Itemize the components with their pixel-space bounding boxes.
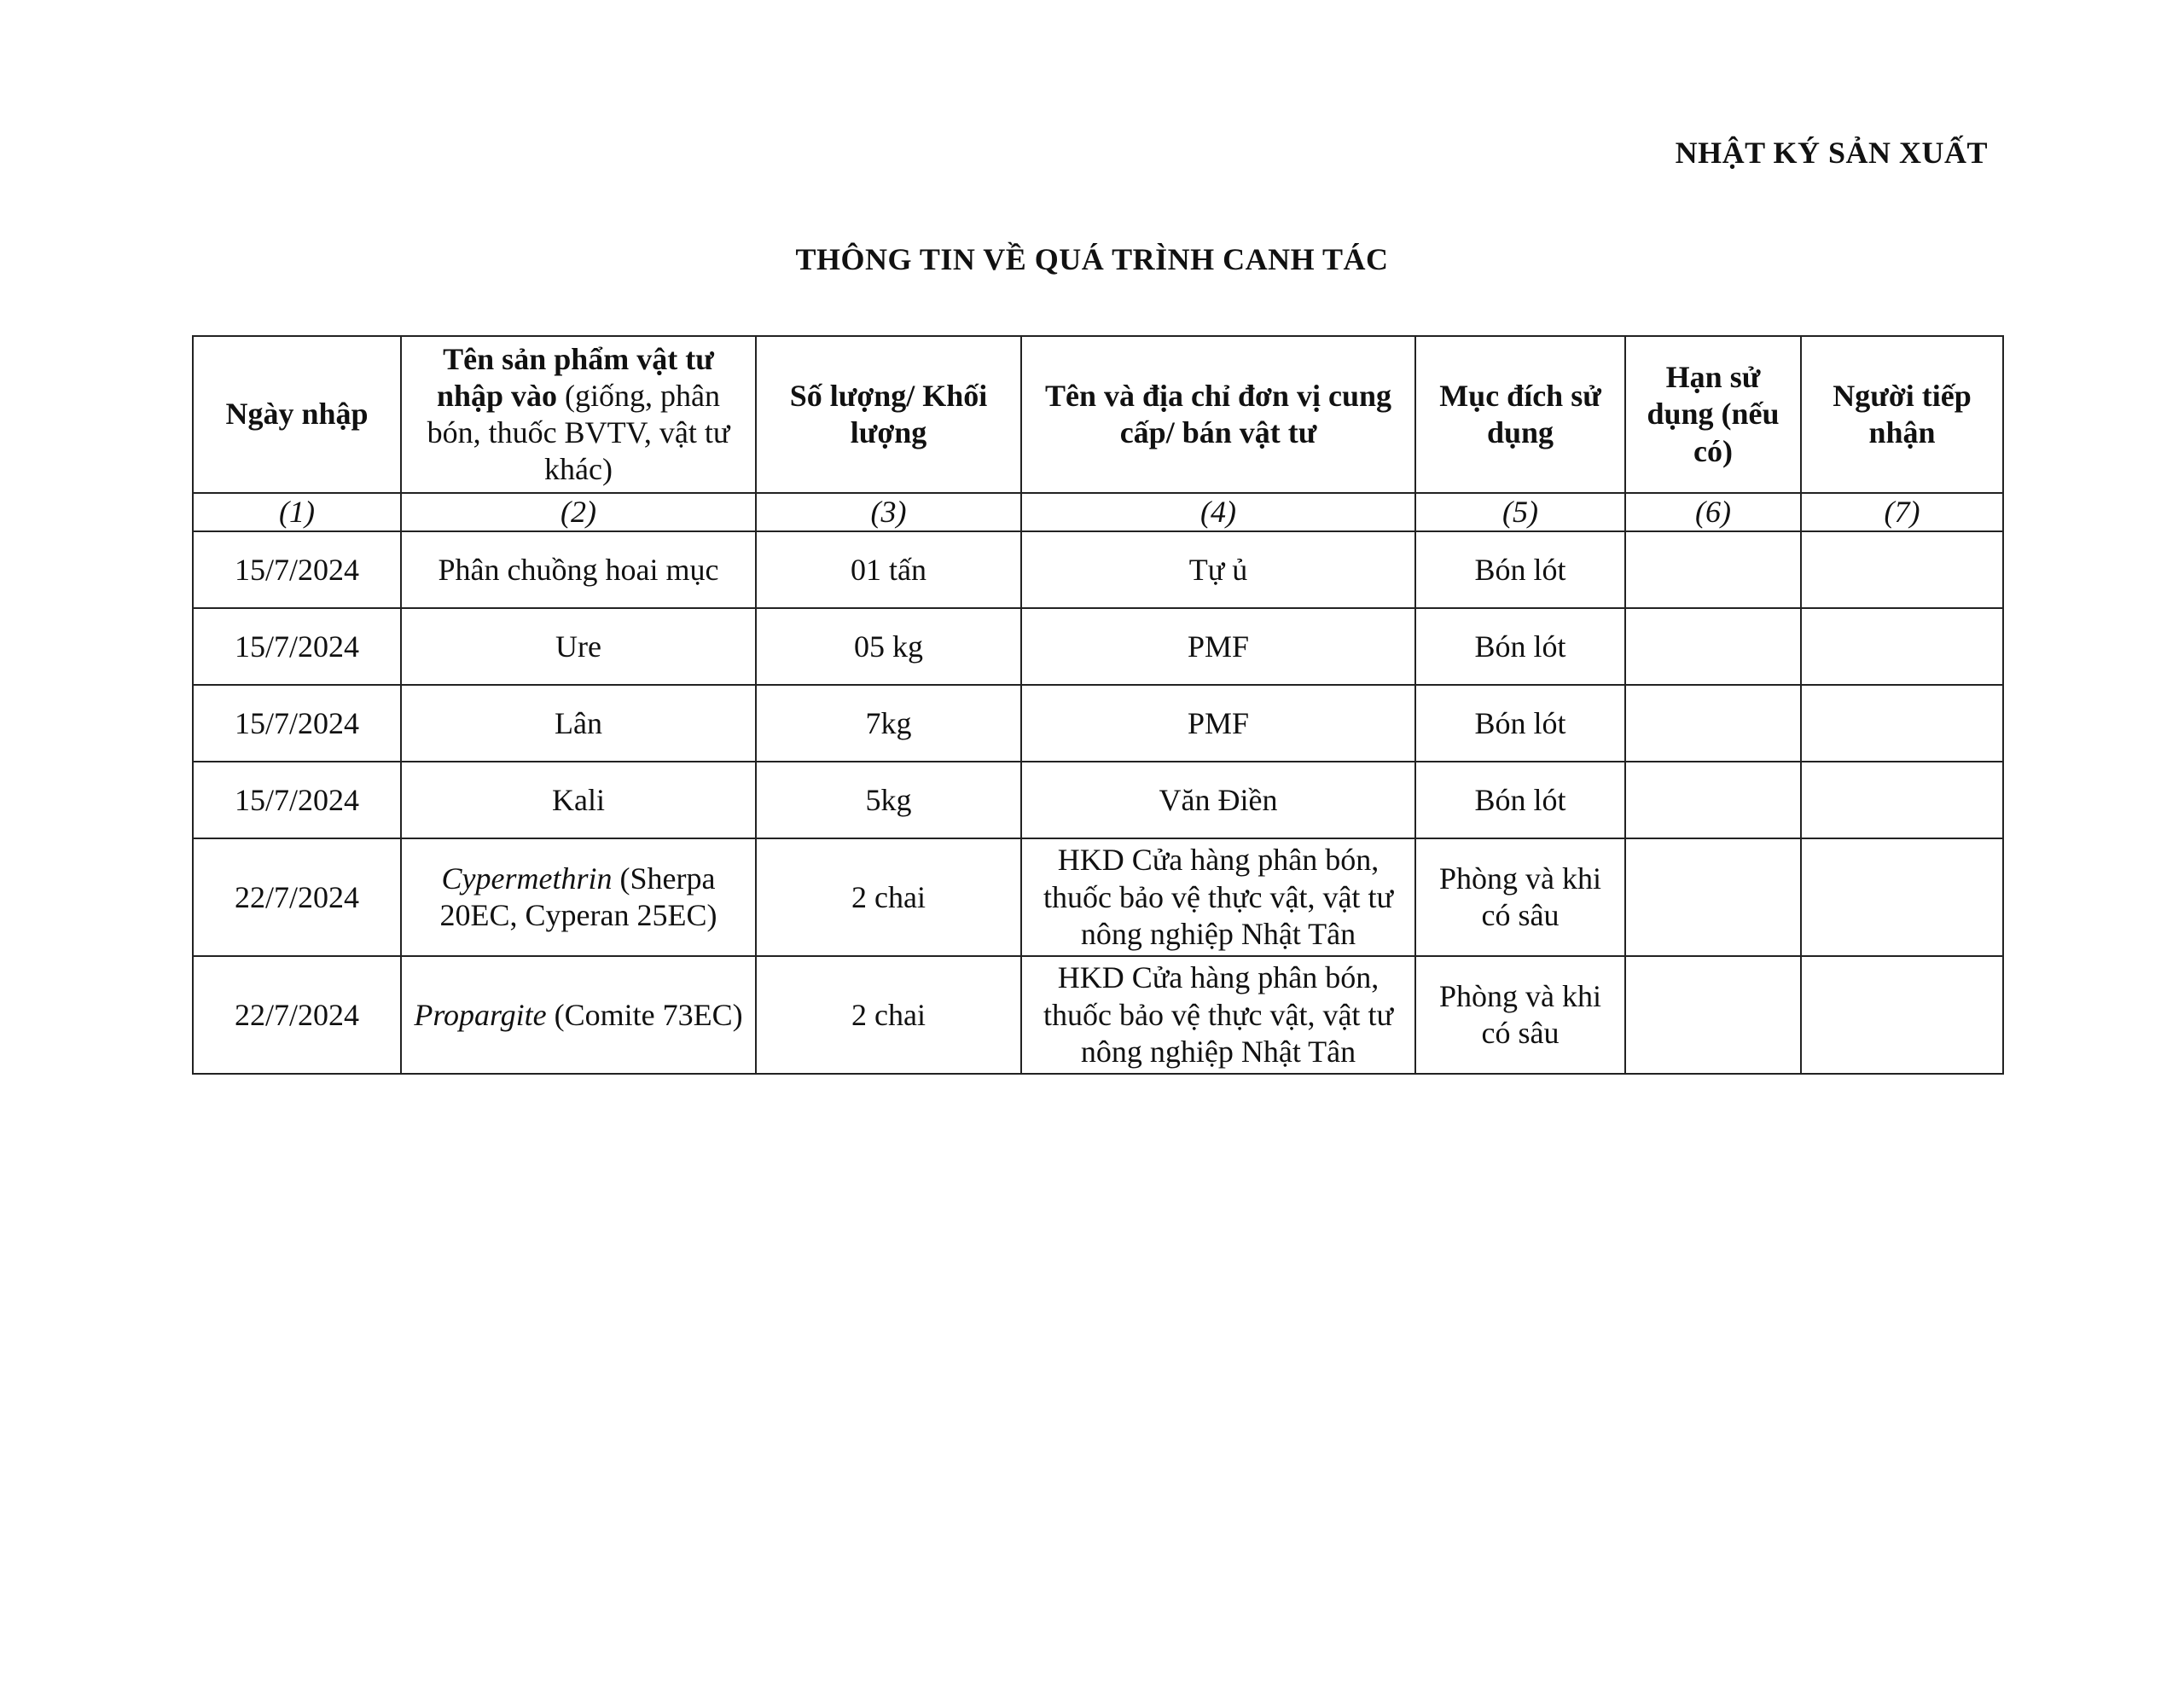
col-header-product: Tên sản phẩm vật tư nhập vào (giống, phân bón, thuốc BVTV, vật tư khác) xyxy=(401,336,756,493)
cell-receiver xyxy=(1801,531,2003,608)
col-header-purpose: Mục đích sử dụng xyxy=(1415,336,1625,493)
cell-product: Cypermethrin (Sherpa 20EC, Cyperan 25EC) xyxy=(401,838,756,956)
cell-supplier: HKD Cửa hàng phân bón, thuốc bảo vệ thực vật, vật tư nông nghiệp Nhật Tân xyxy=(1021,838,1415,956)
cell-supplier: Văn Điền xyxy=(1021,762,1415,838)
cell-expiry xyxy=(1625,956,1801,1074)
cell-purpose: Bón lót xyxy=(1415,685,1625,762)
cell-date: 15/7/2024 xyxy=(193,685,401,762)
column-number: (4) xyxy=(1021,493,1415,531)
cell-purpose: Bón lót xyxy=(1415,531,1625,608)
cell-expiry xyxy=(1625,685,1801,762)
cell-receiver xyxy=(1801,685,2003,762)
cell-expiry xyxy=(1625,531,1801,608)
cell-purpose: Bón lót xyxy=(1415,608,1625,685)
cell-expiry xyxy=(1625,608,1801,685)
table-row xyxy=(193,956,2003,1074)
table-row xyxy=(193,531,2003,608)
column-number: (1) xyxy=(193,493,401,531)
column-number: (3) xyxy=(756,493,1021,531)
cell-expiry xyxy=(1625,838,1801,956)
cell-product: Ure xyxy=(401,608,756,685)
cell-supplier: PMF xyxy=(1021,685,1415,762)
cell-purpose: Phòng và khi có sâu xyxy=(1415,838,1625,956)
cell-supplier: PMF xyxy=(1021,608,1415,685)
column-number: (5) xyxy=(1415,493,1625,531)
cell-quantity: 5kg xyxy=(756,762,1021,838)
table-row xyxy=(193,685,2003,762)
col-header-receiver: Người tiếp nhận xyxy=(1801,336,2003,493)
cell-purpose: Bón lót xyxy=(1415,762,1625,838)
column-number: (6) xyxy=(1625,493,1801,531)
header-row xyxy=(193,336,2003,493)
cell-date: 15/7/2024 xyxy=(193,762,401,838)
cell-quantity: 01 tấn xyxy=(756,531,1021,608)
cell-product: Phân chuồng hoai mục xyxy=(401,531,756,608)
cell-quantity: 2 chai xyxy=(756,838,1021,956)
cell-date: 22/7/2024 xyxy=(193,956,401,1074)
cell-supplier: HKD Cửa hàng phân bón, thuốc bảo vệ thực vật, vật tư nông nghiệp Nhật Tân xyxy=(1021,956,1415,1074)
document-header: NHẬT KÝ SẢN XUẤT xyxy=(1675,136,1988,170)
production-log-table xyxy=(192,335,2004,1075)
document-title: THÔNG TIN VỀ QUÁ TRÌNH CANH TÁC xyxy=(795,242,1389,276)
cell-receiver xyxy=(1801,838,2003,956)
cell-receiver xyxy=(1801,608,2003,685)
cell-product: Lân xyxy=(401,685,756,762)
cell-quantity: 7kg xyxy=(756,685,1021,762)
table-row xyxy=(193,762,2003,838)
cell-date: 15/7/2024 xyxy=(193,531,401,608)
cell-receiver xyxy=(1801,762,2003,838)
cell-expiry xyxy=(1625,762,1801,838)
cell-purpose: Phòng và khi có sâu xyxy=(1415,956,1625,1074)
cell-date: 22/7/2024 xyxy=(193,838,401,956)
cell-date: 15/7/2024 xyxy=(193,608,401,685)
col-header-date: Ngày nhập xyxy=(193,336,401,493)
column-number-row xyxy=(193,493,2003,531)
table-row xyxy=(193,838,2003,956)
column-number: (2) xyxy=(401,493,756,531)
col-header-expiry: Hạn sử dụng (nếu có) xyxy=(1625,336,1801,493)
table-row xyxy=(193,608,2003,685)
col-header-supplier: Tên và địa chỉ đơn vị cung cấp/ bán vật tư xyxy=(1021,336,1415,493)
column-number: (7) xyxy=(1801,493,2003,531)
cell-receiver xyxy=(1801,956,2003,1074)
cell-product: Kali xyxy=(401,762,756,838)
cell-quantity: 2 chai xyxy=(756,956,1021,1074)
col-header-quantity: Số lượng/ Khối lượng xyxy=(756,336,1021,493)
cell-supplier: Tự ủ xyxy=(1021,531,1415,608)
cell-quantity: 05 kg xyxy=(756,608,1021,685)
cell-product: Propargite (Comite 73EC) xyxy=(401,956,756,1074)
